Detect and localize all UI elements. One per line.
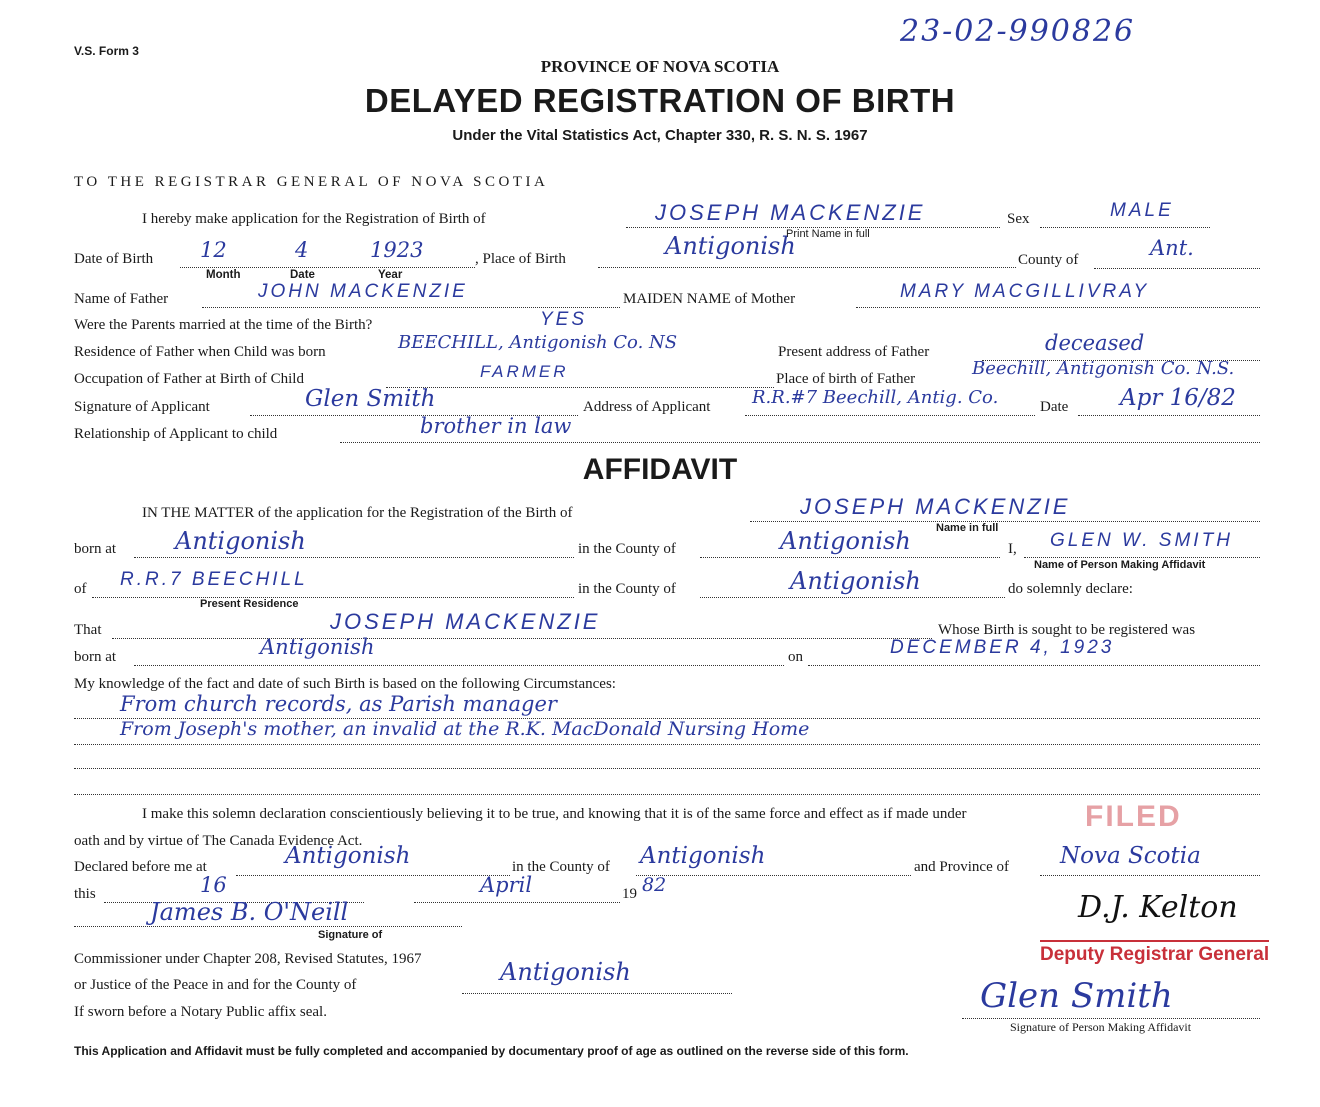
commissioner-label: Commissioner under Chapter 208, Revised Statutes, 1967 xyxy=(74,951,422,967)
county-of-label-2: in the County of xyxy=(578,581,676,597)
county-value-2: Antigonish xyxy=(790,567,921,595)
father-value: JOHN MACKENZIE xyxy=(258,281,468,302)
mother-value: MARY MACGILLIVRAY xyxy=(900,281,1150,302)
footer-note: This Application and Affidavit must be fully completed and accompanied by documentary proof of age as outlined on the reverse side of this form. xyxy=(74,1044,909,1058)
that-name-value: JOSEPH MACKENZIE xyxy=(330,609,601,634)
date-hint: Date xyxy=(290,269,315,281)
day-value: 16 xyxy=(200,873,227,897)
declaration-line-1: I make this solemn declaration conscientiously believing it to be true, and knowing that it is of the same force and effect as if made under xyxy=(142,806,967,822)
residence-label: Residence of Father when Child was born xyxy=(74,344,326,360)
applicant-address-value: R.R.#7 Beechill, Antig. Co. xyxy=(752,387,999,408)
year-suffix-value: 82 xyxy=(642,874,667,896)
father-label: Name of Father xyxy=(74,291,169,307)
intro-label: I hereby make application for the Registration of Birth of xyxy=(142,211,486,227)
form-number: V.S. Form 3 xyxy=(74,44,139,58)
relationship-value: brother in law xyxy=(420,414,572,438)
circumstance-2: From Joseph's mother, an invalid at the R.K. MacDonald Nursing Home xyxy=(120,718,810,740)
sex-label: Sex xyxy=(1007,211,1030,227)
knowledge-label: My knowledge of the fact and date of such Birth is based on the following Circumstances: xyxy=(74,676,616,692)
deputy-registrar-stamp: Deputy Registrar General xyxy=(1040,940,1269,966)
dob-day-value: 4 xyxy=(295,238,309,262)
filed-stamp: FILED xyxy=(1085,800,1182,833)
province-value: Nova Scotia xyxy=(1060,843,1201,869)
dob-label: Date of Birth xyxy=(74,251,154,267)
date-value: Apr 16/82 xyxy=(1120,385,1236,411)
i-label: I, xyxy=(1008,541,1017,557)
child-name-value: JOSEPH MACKENZIE xyxy=(655,200,926,225)
residence-value: BEECHILL, Antigonish Co. NS xyxy=(398,332,678,353)
notary-label: If sworn before a Notary Public affix seal. xyxy=(74,1004,327,1020)
present-address-value: deceased xyxy=(1045,331,1145,355)
date-label: Date xyxy=(1040,399,1069,415)
county-value-1: Antigonish xyxy=(780,527,911,555)
registrar-initials: D.J. Kelton xyxy=(1078,890,1238,925)
declared-label: Declared before me at xyxy=(74,859,207,875)
residence-value-affidavit: R.R.7 BEECHILL xyxy=(120,569,308,590)
residence-hint: Present Residence xyxy=(200,598,299,610)
born-at-label-2: born at xyxy=(74,649,117,665)
province-label: and Province of xyxy=(914,859,1009,875)
signature-of-hint: Signature of xyxy=(318,929,383,941)
registration-number: 23-02-990826 xyxy=(900,14,1136,49)
on-label: on xyxy=(788,649,803,665)
declaration-line-2: oath and by virtue of The Canada Evidence Act. xyxy=(74,833,363,849)
matter-label: IN THE MATTER of the application for the Registration of the Birth of xyxy=(142,505,573,521)
affiant-hint: Name of Person Making Affidavit xyxy=(1034,559,1206,571)
affiant-signature-label: Signature of Person Making Affidavit xyxy=(1010,1020,1192,1034)
declared-county-label: in the County of xyxy=(512,859,610,875)
year-hint: Year xyxy=(378,269,403,281)
affiant-signature: Glen Smith xyxy=(980,976,1173,1016)
relationship-label: Relationship of Applicant to child xyxy=(74,426,278,442)
page-title: DELAYED REGISTRATION OF BIRTH xyxy=(364,82,956,119)
county-of-label: in the County of xyxy=(578,541,676,557)
year-prefix: 19 xyxy=(622,886,637,902)
month-hint: Month xyxy=(206,269,241,281)
on-date-value: DECEMBER 4, 1923 xyxy=(890,637,1115,658)
this-label: this xyxy=(74,886,96,902)
applicant-signature-label: Signature of Applicant xyxy=(74,399,210,415)
declared-county-value: Antigonish xyxy=(640,843,766,869)
occupation-label: Occupation of Father at Birth of Child xyxy=(74,371,304,387)
name-full-hint: Name in full xyxy=(936,522,999,534)
mother-label: MAIDEN NAME of Mother xyxy=(623,291,796,307)
affiant-name-value: GLEN W. SMITH xyxy=(1050,530,1233,551)
applicant-address-label: Address of Applicant xyxy=(583,399,711,415)
pob-value: Antigonish xyxy=(665,232,796,260)
affidavit-heading: AFFIDAVIT xyxy=(582,453,738,486)
page-subtitle: Under the Vital Statistics Act, Chapter 330, R. S. N. S. 1967 xyxy=(452,127,868,144)
that-label: That xyxy=(74,622,102,638)
father-pob-value: Beechill, Antigonish Co. N.S. xyxy=(972,358,1235,379)
county-label: County of xyxy=(1018,252,1079,268)
born-at-label: born at xyxy=(74,541,117,557)
present-address-label: Present address of Father xyxy=(778,344,930,360)
declared-at-value: Antigonish xyxy=(285,843,411,869)
pob-label: , Place of Birth xyxy=(475,251,566,267)
name-hint: Print Name in full xyxy=(786,228,870,240)
justice-county-value: Antigonish xyxy=(500,958,631,986)
applicant-signature: Glen Smith xyxy=(305,386,436,412)
province-heading: PROVINCE OF NOVA SCOTIA xyxy=(540,57,780,76)
born-at-value: Antigonish xyxy=(175,527,306,555)
addressee: TO THE REGISTRAR GENERAL OF NOVA SCOTIA xyxy=(74,174,549,190)
county-value: Ant. xyxy=(1150,236,1194,260)
month-value: April xyxy=(480,873,533,897)
dob-month-value: 12 xyxy=(200,238,227,262)
dob-year-value: 1923 xyxy=(370,238,424,262)
father-pob-label: Place of birth of Father xyxy=(776,371,916,387)
sex-value: MALE xyxy=(1110,200,1174,221)
married-label: Were the Parents married at the time of the Birth? xyxy=(74,317,373,333)
matter-name-value: JOSEPH MACKENZIE xyxy=(800,494,1071,519)
circumstance-1: From church records, as Parish manager xyxy=(120,692,557,716)
whose-label: Whose Birth is sought to be registered was xyxy=(938,622,1196,638)
commissioner-signature: James B. O'Neill xyxy=(150,898,349,926)
justice-label: or Justice of the Peace in and for the County of xyxy=(74,977,357,993)
born-at-value-2: Antigonish xyxy=(260,635,375,659)
of-label: of xyxy=(74,581,87,597)
occupation-value: FARMER xyxy=(480,362,569,381)
married-value: YES xyxy=(540,309,588,330)
declare-label: do solemnly declare: xyxy=(1008,581,1133,597)
